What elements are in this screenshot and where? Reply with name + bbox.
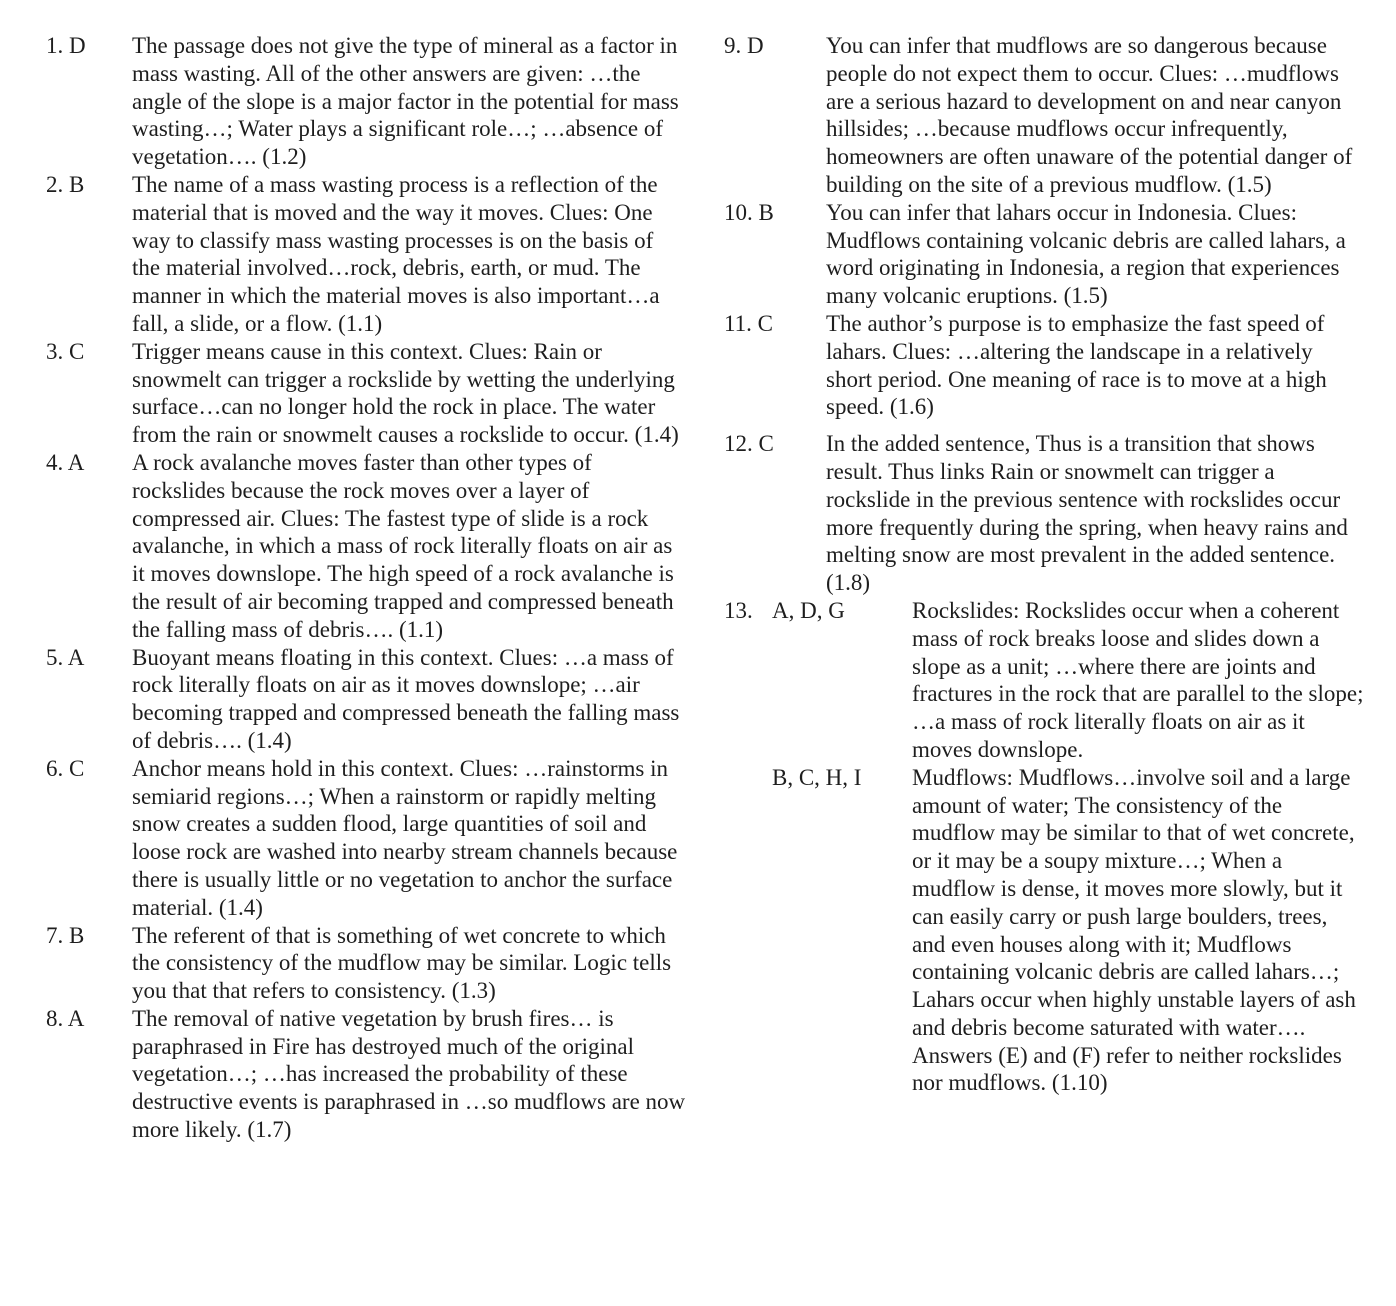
answer-explanation: The name of a mass wasting process is a reflection of the material that is moved and the way it moves. Clues: One way to classify mass wasting processes is on the basis of the material involved…rock, debris, earth, or mud. The manner in which the material moves is also important…a fall, a slide, or a flow. (1.1) (132, 171, 660, 336)
answer-explanation: A rock avalanche moves faster than other types of rockslides because the rock moves over a layer of compressed air. Clues: The fastest type of slide is a rock avalanche, in which a mass of rock literally floats on air as it moves downslope. The high speed of a rock avalanche is the result of air becoming trapped and compressed beneath the falling mass of debris…. (1.1) (132, 449, 674, 642)
answer-item-6 (46, 755, 686, 922)
answer-explanation: The removal of native vegetation by brush fires… is paraphrased in Fire has destroyed much of the original vegetation…; …has increased the probability of these destructive events is paraphrased in …so mudflows are now more likely. (1.7) (132, 1005, 686, 1143)
answer-subitem-mudflows (724, 764, 1364, 1098)
answer-explanation: Anchor means hold in this context. Clues: …rainstorms in semiarid regions…; When a rainstorm or rapidly melting snow creates a sudden flood, large quantities of soil and loose rock are washed into nearby stream channels because there is usually little or no vegetation to anchor the surface material. (1.4) (132, 755, 678, 920)
answer-explanation: The referent of that is something of wet concrete to which the consistency of the mudflow may be similar. Logic tells you that that refers to consistency. (1.3) (132, 922, 672, 1004)
answer-item-1 (46, 32, 686, 171)
answer-item-11 (724, 310, 1364, 421)
left-column (46, 32, 686, 1144)
answer-number: 11. C (724, 310, 773, 336)
answer-explanation: Trigger means cause in this context. Clues: Rain or snowmelt can trigger a rockslide by wetting the underlying surface…can no longer hold the rock in place. The water from the rain or snowmelt causes a rockslide to occur. (1.4) (132, 338, 679, 448)
answer-explanation: You can infer that lahars occur in Indonesia. Clues: Mudflows containing volcanic debris are called lahars, a word originating in Indonesia, a region that experiences many volcanic eruptions. (1.5) (826, 199, 1346, 309)
answer-item-13 (724, 597, 1364, 1097)
answer-number: 4. A (46, 449, 85, 475)
answer-item-9 (724, 32, 1364, 199)
answer-explanation: You can infer that mudflows are so dangerous because people do not expect them to occur. Clues: …mudflows are a serious hazard to development on and near canyon hillsides; …because mudflows occur infrequently, homeowners are often unaware of the potential danger of building on the site of a previous mudflow. (1.5) (826, 33, 1353, 197)
answer-number: 6. C (46, 755, 85, 781)
answer-item-7 (46, 922, 686, 1005)
answer-item-8 (46, 1005, 686, 1144)
right-column (724, 32, 1364, 1097)
answer-number: 7. B (46, 922, 85, 948)
answer-explanation: The author’s purpose is to emphasize the fast speed of lahars. Clues: …altering the landscape in a relatively short period. One meaning of race is to move at a high speed. (1.6) (826, 310, 1327, 420)
answer-number: 2. B (46, 171, 85, 197)
answer-explanation: Rockslides: Rockslides occur when a coherent mass of rock breaks loose and slides down a slope as a unit; …where there are joints and fractures in the rock that are parallel to the slope; …a mass of rock literally floats on air as it moves downslope. (912, 597, 1364, 762)
answer-explanation: Mudflows: Mudflows…involve soil and a large amount of water; The consistency of the mudflow may be similar to that of wet concrete, or it may be a soupy mixture…; When a mudflow is dense, it moves more slowly, but it can easily carry or push large boulders, trees, and even houses along with it; Mudflows containing volcanic debris are called lahars…; Lahars occur when highly unstable layers of ash and debris become saturated with water…. Answers (E) and (F) refer to neither rockslides nor mudflows. (1.10) (912, 764, 1356, 1096)
answer-item-10 (724, 199, 1364, 310)
answer-explanation: In the added sentence, Thus is a transition that shows result. Thus links Rain or snowmelt can trigger a rockslide in the previous sentence with rockslides occur more frequently during the spring, when heavy rains and melting snow are most prevalent in the added sentence. (1.8) (826, 431, 1348, 596)
answer-number: 12. C (724, 431, 774, 457)
answer-number: 1. D (46, 33, 86, 58)
answer-item-4 (46, 449, 686, 644)
answer-number: 3. C (46, 338, 85, 364)
answer-number: 8. A (46, 1005, 85, 1031)
answer-item-5 (46, 644, 686, 755)
answer-choices: A, D, G (772, 597, 845, 623)
answer-item-2 (46, 171, 686, 338)
answer-number: 5. A (46, 644, 85, 670)
answer-item-12 (724, 430, 1364, 597)
answer-choices: B, C, H, I (772, 764, 862, 790)
answer-number: 13. (724, 597, 753, 623)
answer-subitem-rockslides (724, 597, 1364, 764)
answer-item-3 (46, 338, 686, 449)
answer-number: 10. B (724, 199, 774, 225)
answer-explanation: The passage does not give the type of mineral as a factor in mass wasting. All of the other answers are given: …the angle of the slope is a major factor in the potential for mass wasting…; Water plays a significant role…; …absence of vegetation…. (1.2) (132, 33, 679, 170)
answer-number: 9. D (724, 33, 764, 58)
answer-explanation: Buoyant means floating in this context. Clues: …a mass of rock literally floats on air as it moves downslope; …air becoming trapped and compressed beneath the falling mass of debris…. (1.4) (132, 644, 680, 753)
